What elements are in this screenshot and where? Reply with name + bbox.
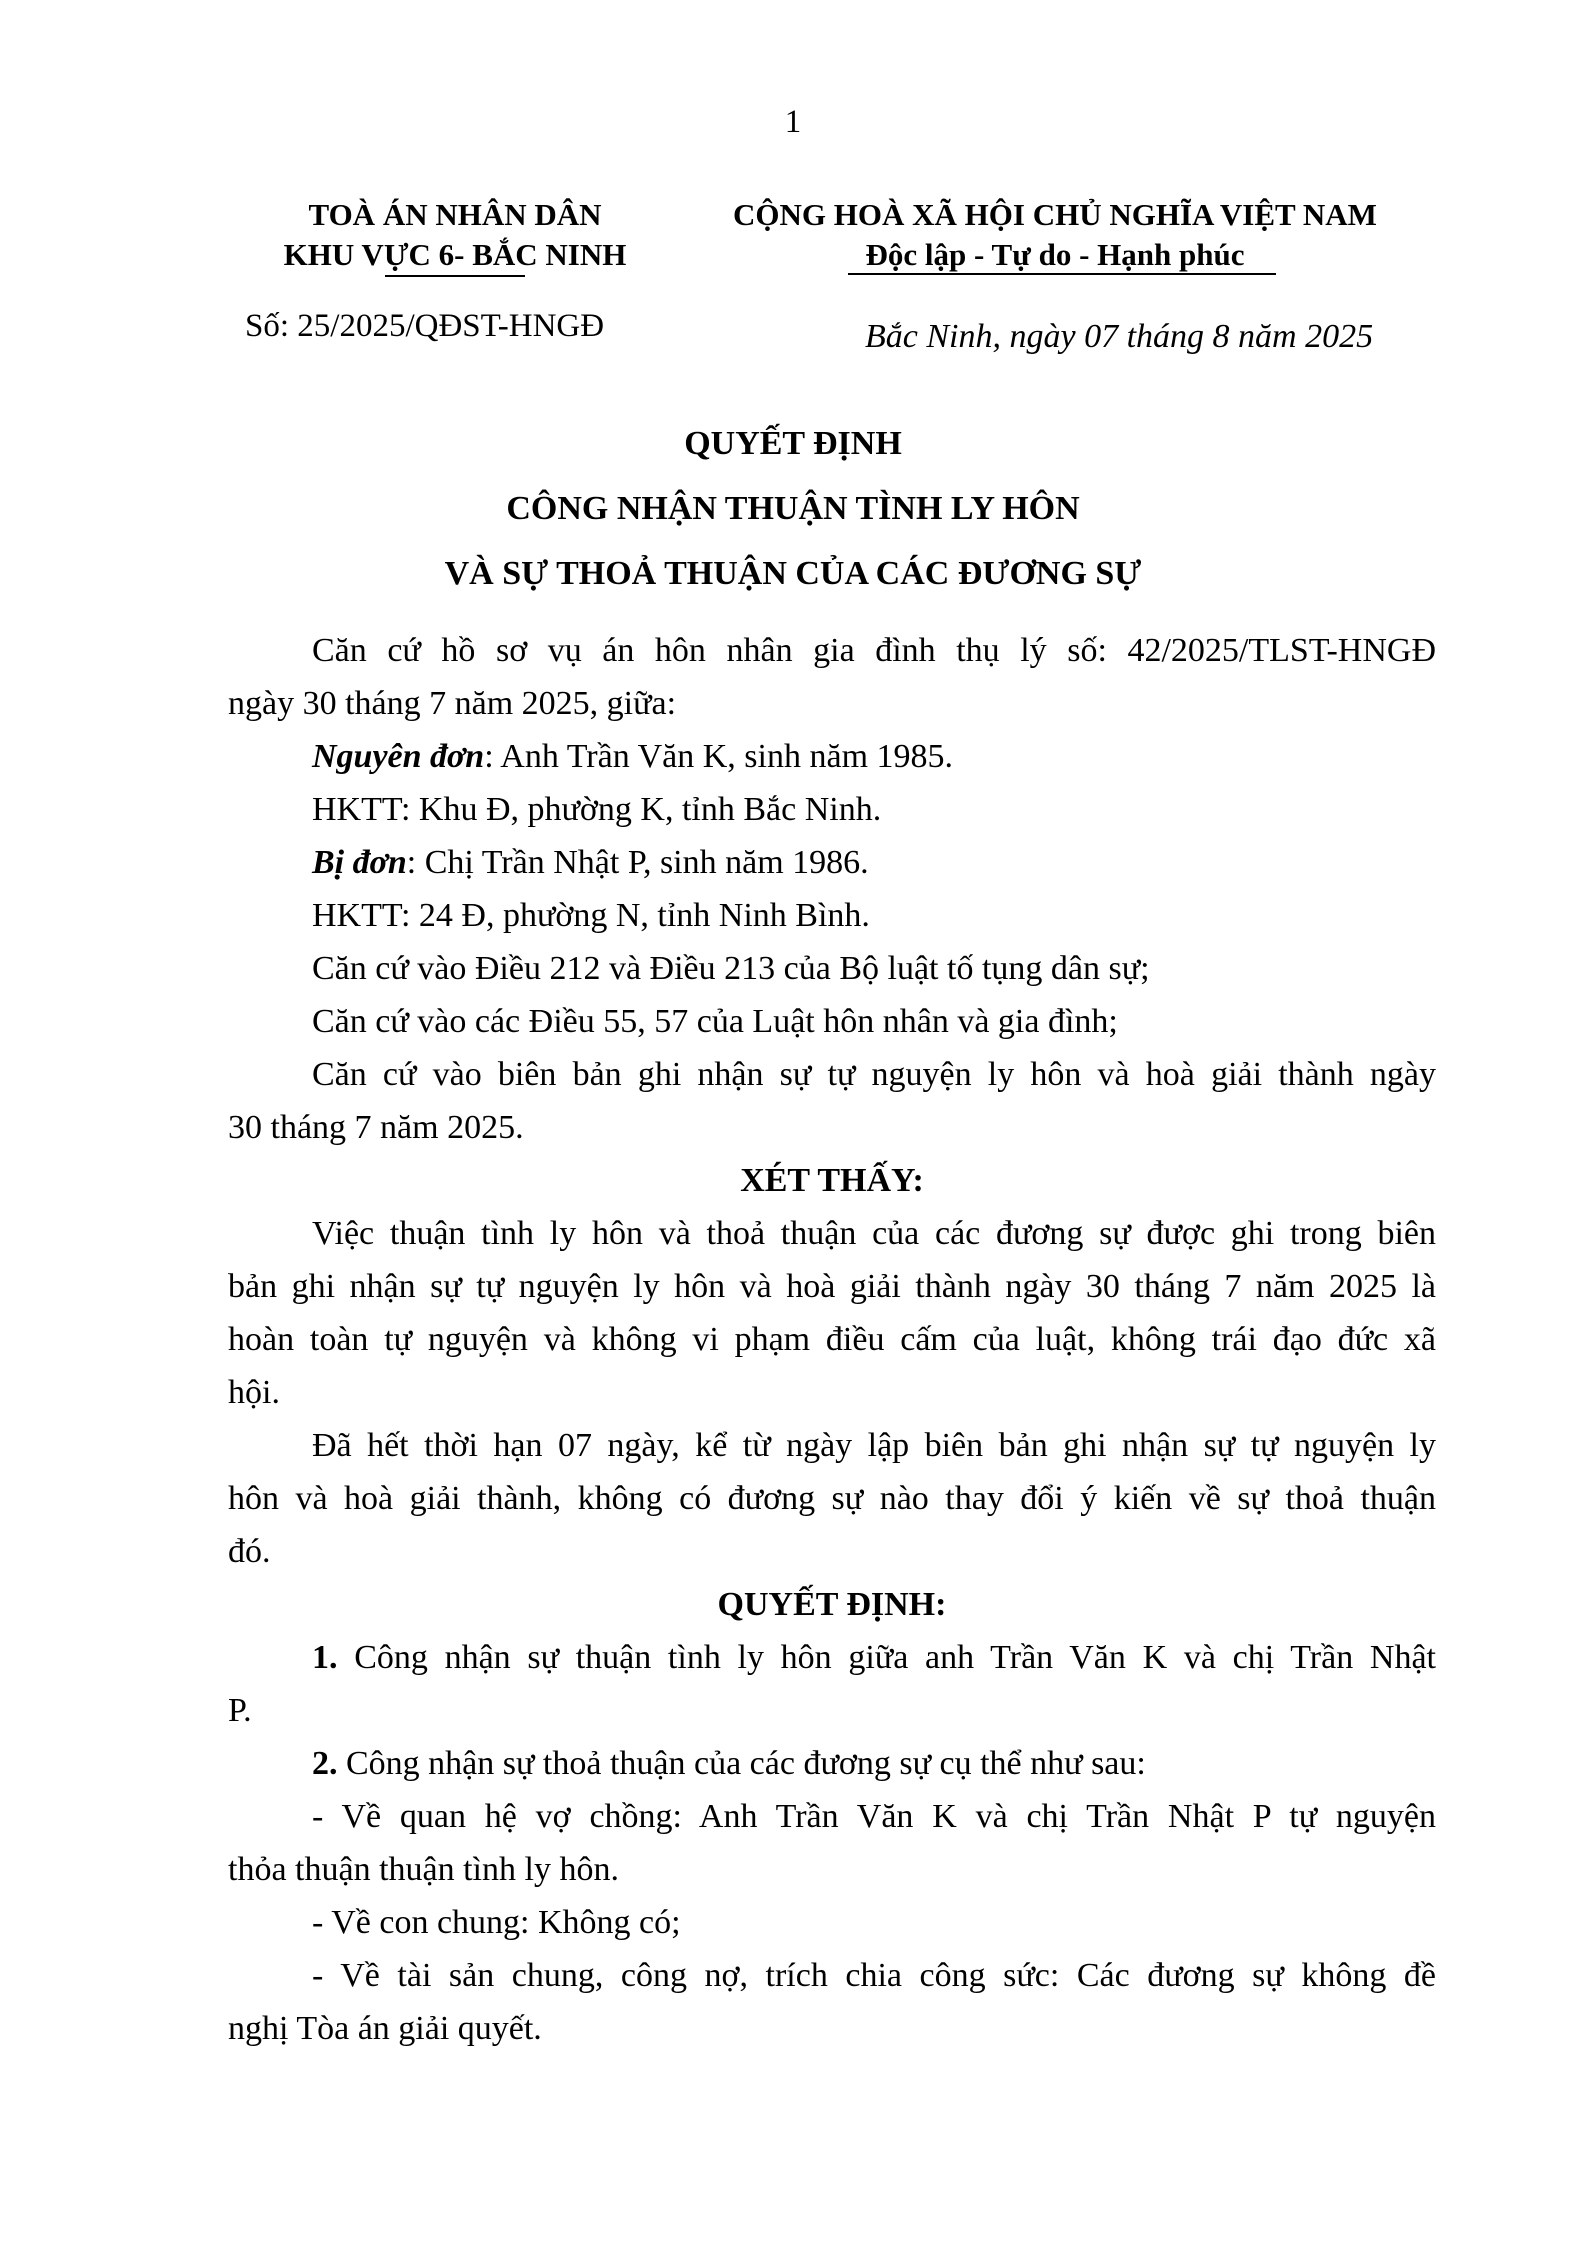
- document-body: [228, 624, 1436, 2055]
- legal-basis-1: Căn cứ vào Điều 212 và Điều 213 của Bộ luật tố tụng dân sự;: [312, 950, 1150, 987]
- record-basis-line1: Căn cứ vào biên bản ghi nhận sự tự nguyện ly hôn và hoà giải thành ngày: [312, 1056, 1436, 1093]
- plaintiff-label: Nguyên đơn: [312, 738, 485, 775]
- defendant-label: Bị đơn: [312, 844, 407, 881]
- national-header-block: [695, 195, 1415, 275]
- national-title: CỘNG HOÀ XÃ HỘI CHỦ NGHĨA VIỆT NAM: [733, 197, 1377, 232]
- page-number: 1: [784, 104, 802, 140]
- document-title: QUYẾT ĐỊNH: [684, 425, 902, 462]
- decision-item2-text: Công nhận sự thoả thuận của các đương sự cụ thể như sau:: [337, 1745, 1146, 1782]
- plaintiff-address: HKTT: Khu Đ, phường K, tỉnh Bắc Ninh.: [312, 791, 882, 828]
- decision-item1-line1: [228, 1631, 1436, 1684]
- defendant-line: [228, 836, 1436, 889]
- findings-p2-line1: Đã hết thời hạn 07 ngày, kể từ ngày lập biên bản ghi nhận sự tự nguyện ly: [312, 1427, 1436, 1464]
- decision-number: Số: 25/2025/QĐST-HNGĐ: [245, 308, 605, 344]
- findings-p1-line1: Việc thuận tình ly hôn và thoả thuận của các đương sự được ghi trong biên: [312, 1215, 1436, 1252]
- property-line2: nghị Tòa án giải quyết.: [228, 2010, 542, 2047]
- court-name-line2: KHU VỰC 6- BẮC NINH: [283, 237, 627, 272]
- children-line: - Về con chung: Không có;: [312, 1904, 681, 1941]
- decision-item2-line: [228, 1737, 1436, 1790]
- plaintiff-line: [228, 730, 1436, 783]
- decision-heading: QUYẾT ĐỊNH:: [717, 1586, 947, 1623]
- basis-case-line1: Căn cứ hồ sơ vụ án hôn nhân gia đình thụ lý số: 42/2025/TLST-HNGĐ: [312, 632, 1436, 669]
- document-subtitle-line2: VÀ SỰ THOẢ THUẬN CỦA CÁC ĐƯƠNG SỰ: [444, 555, 1142, 592]
- place-date: Bắc Ninh, ngày 07 tháng 8 năm 2025: [865, 318, 1374, 355]
- findings-p2-line2: hôn và hoà giải thành, không có đương sự nào thay đổi ý kiến về sự thoả thuận: [228, 1480, 1436, 1517]
- document-subtitle-line1: CÔNG NHẬN THUẬN TÌNH LY HÔN: [506, 490, 1080, 527]
- legal-basis-2: Căn cứ vào các Điều 55, 57 của Luật hôn nhân và gia đình;: [312, 1003, 1118, 1040]
- court-name-block: [230, 195, 680, 275]
- record-basis-line2: 30 tháng 7 năm 2025.: [228, 1109, 524, 1146]
- basis-case-line2: ngày 30 tháng 7 năm 2025, giữa:: [228, 685, 677, 722]
- findings-p2-line3: đó.: [228, 1533, 271, 1570]
- defendant-text: : Chị Trần Nhật P, sinh năm 1986.: [406, 844, 869, 881]
- court-name-line1: TOÀ ÁN NHÂN DÂN: [308, 197, 602, 232]
- national-motto: Độc lập - Tự do - Hạnh phúc: [865, 237, 1245, 272]
- findings-p1-line3: hoàn toàn tự nguyện và không vi phạm điều cấm của luật, không trái đạo đức xã: [228, 1321, 1436, 1358]
- decision-item2-number: 2.: [312, 1745, 338, 1782]
- plaintiff-text: : Anh Trần Văn K, sinh năm 1985.: [484, 738, 954, 775]
- motto-underline: [848, 273, 1276, 275]
- decision-item1-line2: P.: [228, 1692, 252, 1729]
- decision-item1-text: Công nhận sự thuận tình ly hôn giữa anh Trần Văn K và chị Trần Nhật: [337, 1639, 1436, 1676]
- property-line1: - Về tài sản chung, công nợ, trích chia công sức: Các đương sự không đề: [312, 1957, 1436, 1994]
- marriage-line1: - Về quan hệ vợ chồng: Anh Trần Văn K và chị Trần Nhật P tự nguyện: [312, 1798, 1436, 1835]
- marriage-line2: thỏa thuận thuận tình ly hôn.: [228, 1851, 619, 1888]
- findings-heading: XÉT THẤY:: [740, 1162, 924, 1199]
- findings-p1-line2: bản ghi nhận sự tự nguyện ly hôn và hoà giải thành ngày 30 tháng 7 năm 2025 là: [228, 1268, 1436, 1305]
- decision-item1-number: 1.: [312, 1639, 338, 1676]
- defendant-address: HKTT: 24 Đ, phường N, tỉnh Ninh Bình.: [312, 897, 870, 934]
- findings-p1-line4: hội.: [228, 1374, 280, 1411]
- court-underline: [385, 275, 525, 277]
